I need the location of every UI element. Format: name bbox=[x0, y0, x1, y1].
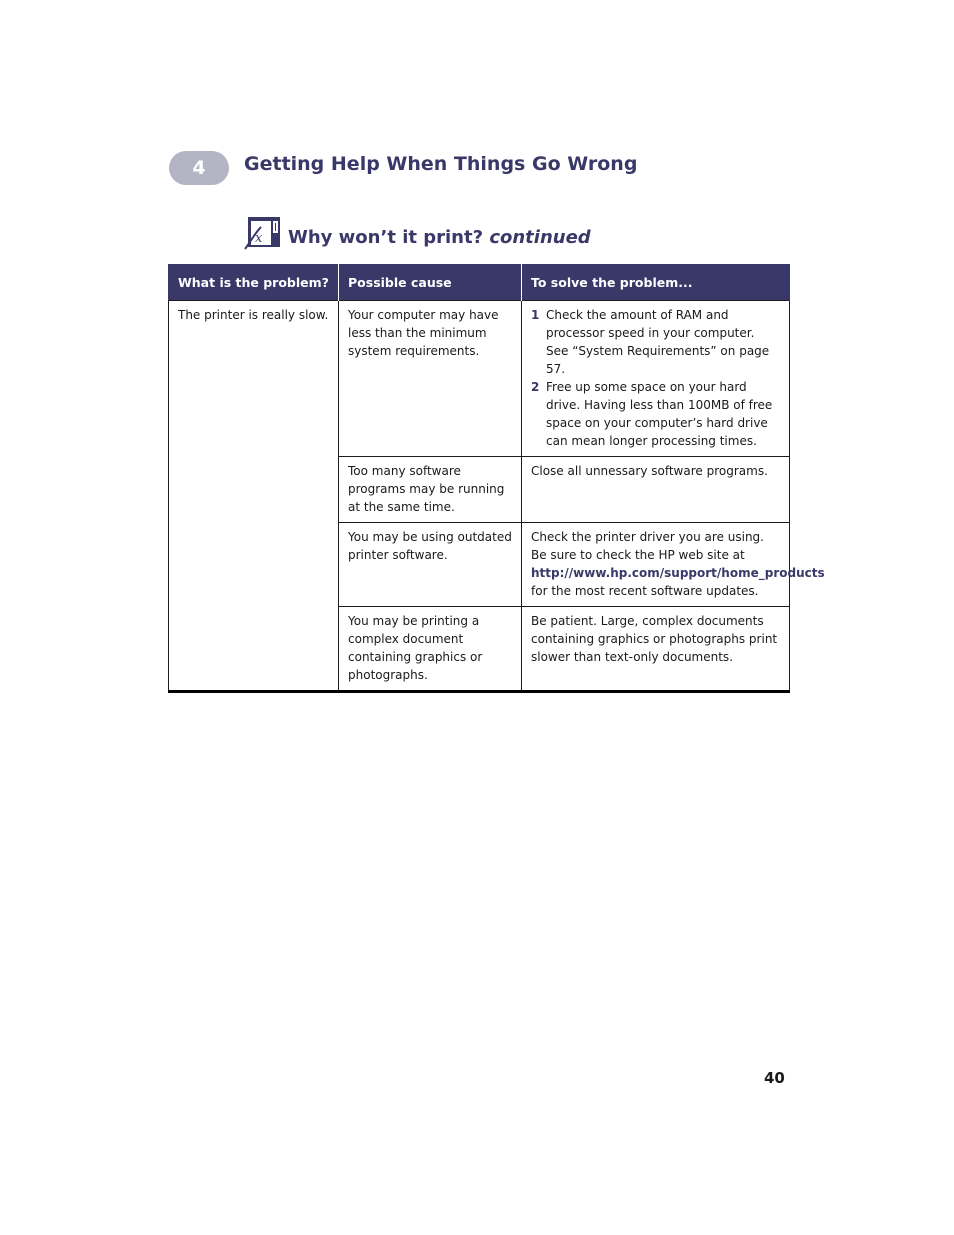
table-row bbox=[169, 301, 790, 457]
column-header-cause: Possible cause bbox=[339, 264, 522, 301]
page-number: 40 bbox=[764, 1069, 785, 1087]
cause-cell: Your computer may have less than the minimum system requirements. bbox=[339, 301, 522, 457]
solution-cell bbox=[522, 523, 825, 607]
solution-step bbox=[531, 306, 780, 378]
solution-steps bbox=[531, 306, 780, 450]
solution-cell bbox=[522, 301, 790, 457]
section-title-continued: continued bbox=[489, 227, 591, 248]
section-title-text: Why won’t it print? bbox=[288, 227, 484, 248]
solution-text: for the most recent software updates. bbox=[531, 584, 759, 598]
step-text: Check the amount of RAM and processor speed in your computer. See “System Requirements” on page 57. bbox=[546, 308, 770, 376]
column-header-problem: What is the problem? bbox=[169, 264, 339, 301]
solution-step bbox=[531, 378, 780, 450]
cause-cell: Too many software programs may be running at the same time. bbox=[339, 457, 522, 523]
section-title bbox=[288, 227, 591, 248]
hp-support-link[interactable]: http://www.hp.com/support/home_products bbox=[531, 566, 825, 580]
chapter-title: Getting Help When Things Go Wrong bbox=[244, 153, 638, 175]
solution-cell: Be patient. Large, complex documents containing graphics or photographs print slower than text-only documents. bbox=[522, 607, 790, 692]
chapter-number: 4 bbox=[192, 157, 206, 179]
svg-text:x: x bbox=[255, 231, 263, 246]
problem-cell: The printer is really slow. bbox=[169, 301, 339, 692]
cause-cell: You may be using outdated printer software. bbox=[339, 523, 522, 607]
step-number: 2 bbox=[531, 380, 540, 394]
table-header-row bbox=[169, 264, 790, 301]
solution-cell: Close all unnessary software programs. bbox=[522, 457, 790, 523]
step-number: 1 bbox=[531, 308, 540, 322]
chapter-badge bbox=[169, 151, 229, 185]
troubleshooting-table bbox=[168, 264, 825, 693]
step-text: Free up some space on your hard drive. Having less than 100MB of free space on your computer’s hard drive can mean longer processing times. bbox=[546, 380, 773, 448]
column-header-solution: To solve the problem... bbox=[522, 264, 790, 301]
solution-text: Check the printer driver you are using. Be sure to check the HP web site at bbox=[531, 530, 764, 562]
cause-cell: You may be printing a complex document containing graphics or photographs. bbox=[339, 607, 522, 692]
troubleshooting-icon bbox=[243, 215, 283, 251]
